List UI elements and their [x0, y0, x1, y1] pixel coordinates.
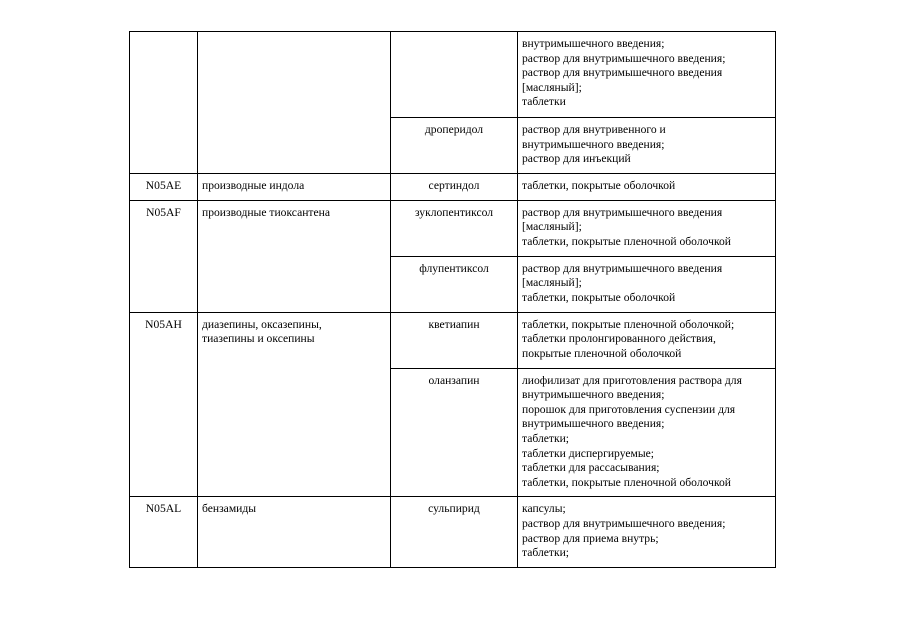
dosage-form-line: [масляный]; — [522, 276, 582, 290]
dosage-forms-cell — [518, 200, 776, 256]
dosage-form-line: раствор для внутримышечного введения — [522, 66, 723, 80]
dosage-form-line: таблетки — [522, 95, 566, 109]
dosage-form-line: раствор для внутримышечного введения — [522, 205, 723, 219]
dosage-forms-cell — [518, 32, 776, 118]
dosage-form-line: таблетки; — [522, 431, 570, 445]
dosage-forms-cell — [518, 174, 776, 201]
dosage-form-line: внутримышечного введения; — [522, 37, 665, 50]
dosage-form-line: покрытые пленочной оболочкой — [522, 346, 682, 360]
group-cell: производные индола — [198, 174, 391, 201]
drug-name-cell — [391, 32, 518, 118]
dosage-form-line: капсулы; — [522, 502, 566, 516]
medication-table — [129, 31, 776, 568]
dosage-form-line: [масляный]; — [522, 80, 582, 94]
drug-name-cell: сертиндол — [391, 174, 518, 201]
table-row — [130, 312, 776, 368]
dosage-form-line: таблетки для рассасывания; — [522, 461, 660, 475]
atc-code-cell — [130, 32, 198, 174]
drug-name-cell: оланзапин — [391, 368, 518, 497]
dosage-form-line: таблетки, покрытые пленочной оболочкой; — [522, 317, 735, 331]
atc-code-cell: N05AL — [130, 497, 198, 568]
drug-name-cell: дроперидол — [391, 118, 518, 174]
dosage-form-line: таблетки, покрытые пленочной оболочкой — [522, 475, 731, 489]
dosage-form-line: таблетки, покрытые оболочкой — [522, 179, 676, 192]
atc-code-cell: N05AH — [130, 312, 198, 497]
group-line: тиазепины и оксепины — [202, 332, 315, 346]
group-cell — [198, 32, 391, 174]
dosage-form-line: порошок для приготовления суспензии для — [522, 402, 736, 416]
table-row — [130, 174, 776, 201]
dosage-forms-cell — [518, 312, 776, 368]
dosage-form-line: таблетки; — [522, 546, 570, 560]
dosage-forms-cell — [518, 497, 776, 568]
group-cell: бензамиды — [198, 497, 391, 568]
dosage-form-line: раствор для инъекций — [522, 152, 631, 166]
dosage-form-line: таблетки, покрытые пленочной оболочкой — [522, 234, 731, 248]
dosage-form-line: раствор для приема внутрь; — [522, 531, 659, 545]
atc-code-cell: N05AF — [130, 200, 198, 312]
dosage-form-line: раствор для внутримышечного введения; — [522, 516, 726, 530]
dosage-form-line: [масляный]; — [522, 220, 582, 234]
dosage-form-line: таблетки пролонгированного действия, — [522, 332, 716, 346]
group-cell — [198, 312, 391, 497]
atc-code-cell: N05AE — [130, 174, 198, 201]
group-line: диазепины, оксазепины, — [202, 317, 322, 331]
dosage-form-line: внутримышечного введения; — [522, 388, 665, 402]
drug-name-cell: зуклопентиксол — [391, 200, 518, 256]
dosage-form-line: таблетки диспергируемые; — [522, 446, 654, 460]
dosage-forms-cell — [518, 368, 776, 497]
table-row — [130, 32, 776, 118]
drug-name-cell: сульпирид — [391, 497, 518, 568]
dosage-form-line: внутримышечного введения; — [522, 137, 665, 151]
dosage-form-line: таблетки, покрытые оболочкой — [522, 290, 676, 304]
drug-name-cell: кветиапин — [391, 312, 518, 368]
dosage-forms-cell — [518, 256, 776, 312]
dosage-form-line: раствор для внутримышечного введения; — [522, 51, 726, 65]
group-cell: производные тиоксантена — [198, 200, 391, 312]
dosage-form-line: раствор для внутримышечного введения — [522, 261, 723, 275]
drug-name-cell: флупентиксол — [391, 256, 518, 312]
table-row — [130, 497, 776, 568]
dosage-form-line: лиофилизат для приготовления раствора для — [522, 373, 742, 387]
dosage-forms-cell — [518, 118, 776, 174]
table-row — [130, 200, 776, 256]
dosage-form-line: раствор для внутривенного и — [522, 123, 666, 136]
dosage-form-line: внутримышечного введения; — [522, 417, 665, 431]
